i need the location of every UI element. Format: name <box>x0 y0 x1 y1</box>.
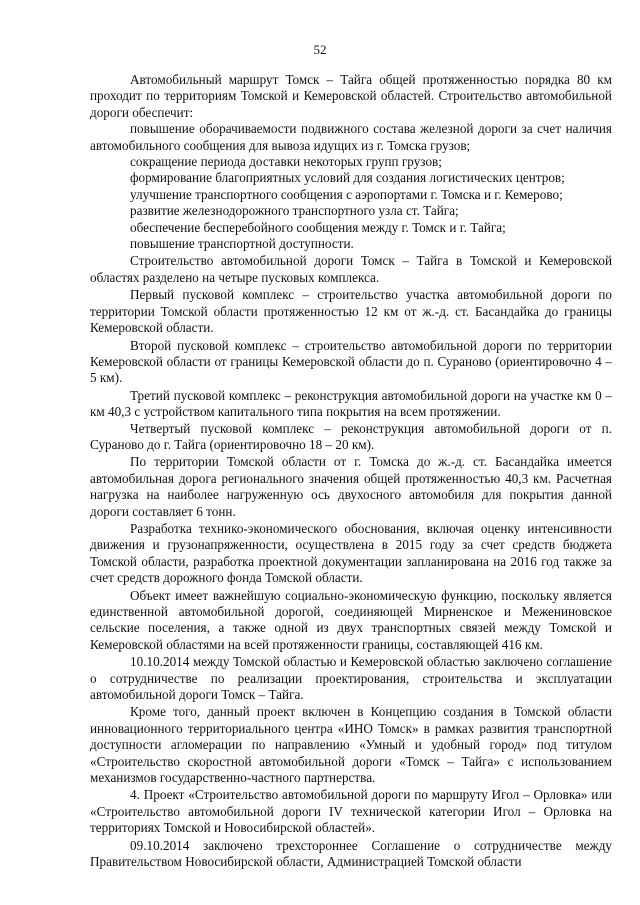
paragraph-intro: Автомобильный маршрут Томск – Тайга общей протяженностью порядка 80 км проходит по территориям Томской и Кемеровской областей. Строительство автомобильной дороги обеспечит: <box>90 72 612 120</box>
paragraph-benefit: обеспечение бесперебойного сообщения между г. Томск и г. Тайга; <box>130 219 506 235</box>
paragraph-agreement: 10.10.2014 между Томской областью и Кемеровской областью заключено соглашение о сотрудничестве по реализации проектирования, строительства и эксплуатации автомобильной дороги Томск – Тайга. <box>90 654 612 703</box>
paragraph-stage-2: Второй пусковой комплекс – строительство автомобильной дороги по территории Кемеровской области от границы Кемеровской области до п. Сураново (ориентировочно 4 – 5 км). <box>90 337 612 386</box>
page-number: 52 <box>313 42 327 57</box>
paragraph-benefit: повышение транспортной доступности. <box>130 236 354 252</box>
paragraph-importance: Объект имеет важнейшую социально-экономическую функцию, поскольку является единственной автомобильной дорогой, соединяющей Мирненское и Межениновское сельские поселения, а также одной из двух транспортных связей между Томской и Кемеровской областями на всей протяженности границы, составляющей 416 км. <box>90 587 612 652</box>
paragraph-trilateral: 09.10.2014 заключено трехстороннее Соглашение о сотрудничестве между Правительством Новосибирской области, Администрацией Томской области <box>90 837 612 870</box>
paragraph-concept: Кроме того, данный проект включен в Концепцию создания в Томской области инновационного территориального центра «ИНО Томск» в рамках развития транспортной доступности агломерации по направлению «Умный и удобный город» под титулом «Строительство скоростной автомобильной дороги «Томск – Тайга» с использованием механизмов государственно-частного партнерства. <box>90 704 612 786</box>
paragraph-stage-4: Четвертый пусковой комплекс – реконструкция автомобильной дороги от п. Сураново до г. Тайга (ориентировочно 18 – 20 км). <box>90 420 612 452</box>
paragraph-project-4: 4. Проект «Строительство автомобильной дороги по маршруту Игол – Орловка» или «Строительство автомобильной дороги IV технической категории Игол – Орловка на территориях Томской и Новосибирской областей». <box>90 787 612 836</box>
paragraph-benefit: сокращение периода доставки некоторых групп грузов; <box>130 154 442 170</box>
paragraph-benefit: формирование благоприятных условий для создания логистических центров; <box>130 170 565 186</box>
paragraph-benefit: повышение оборачиваемости подвижного состава железной дороги за счет наличия автомобильного сообщения для вывоза идущих из г. Томска грузов; <box>90 121 612 153</box>
paragraph-stages: Строительство автомобильной дороги Томск – Тайга в Томской и Кемеровской областях разделено на четыре пусковых комплекса. <box>90 253 612 285</box>
paragraph-benefit: улучшение транспортного сообщения с аэропортами г. Томска и г. Кемерово; <box>130 186 563 202</box>
document-body <box>90 72 612 871</box>
paragraph-stage-1: Первый пусковой комплекс – строительство участка автомобильной дороги по территории Томской области протяженностью 12 км от ж.-д. ст. Басандайка до границы Кемеровской области. <box>90 287 612 336</box>
paragraph-feasibility: Разработка технико-экономического обоснования, включая оценку интенсивности движения и грузонапряженности, осуществлена в 2015 году за счет средств бюджета Томской области, разработка проектной документации запланирована на 2016 год также за счет средств дорожного фонда Томской области. <box>90 520 612 586</box>
paragraph-stage-3: Третий пусковой комплекс – реконструкция автомобильной дороги на участке км 0 – км 40,3 с устройством капитального типа покрытия на всем протяжении. <box>90 387 612 420</box>
paragraph-benefit: развитие железнодорожного транспортного узла ст. Тайга; <box>130 203 459 219</box>
paragraph-existing-road: По территории Томской области от г. Томска до ж.-д. ст. Басандайка имеется автомобильная дорога регионального значения общей протяженностью 40,3 км. Расчетная нагрузка на наиболее нагруженную ось двухосного автомобиля для покрытия данной дороги составляет 6 тонн. <box>90 454 612 519</box>
